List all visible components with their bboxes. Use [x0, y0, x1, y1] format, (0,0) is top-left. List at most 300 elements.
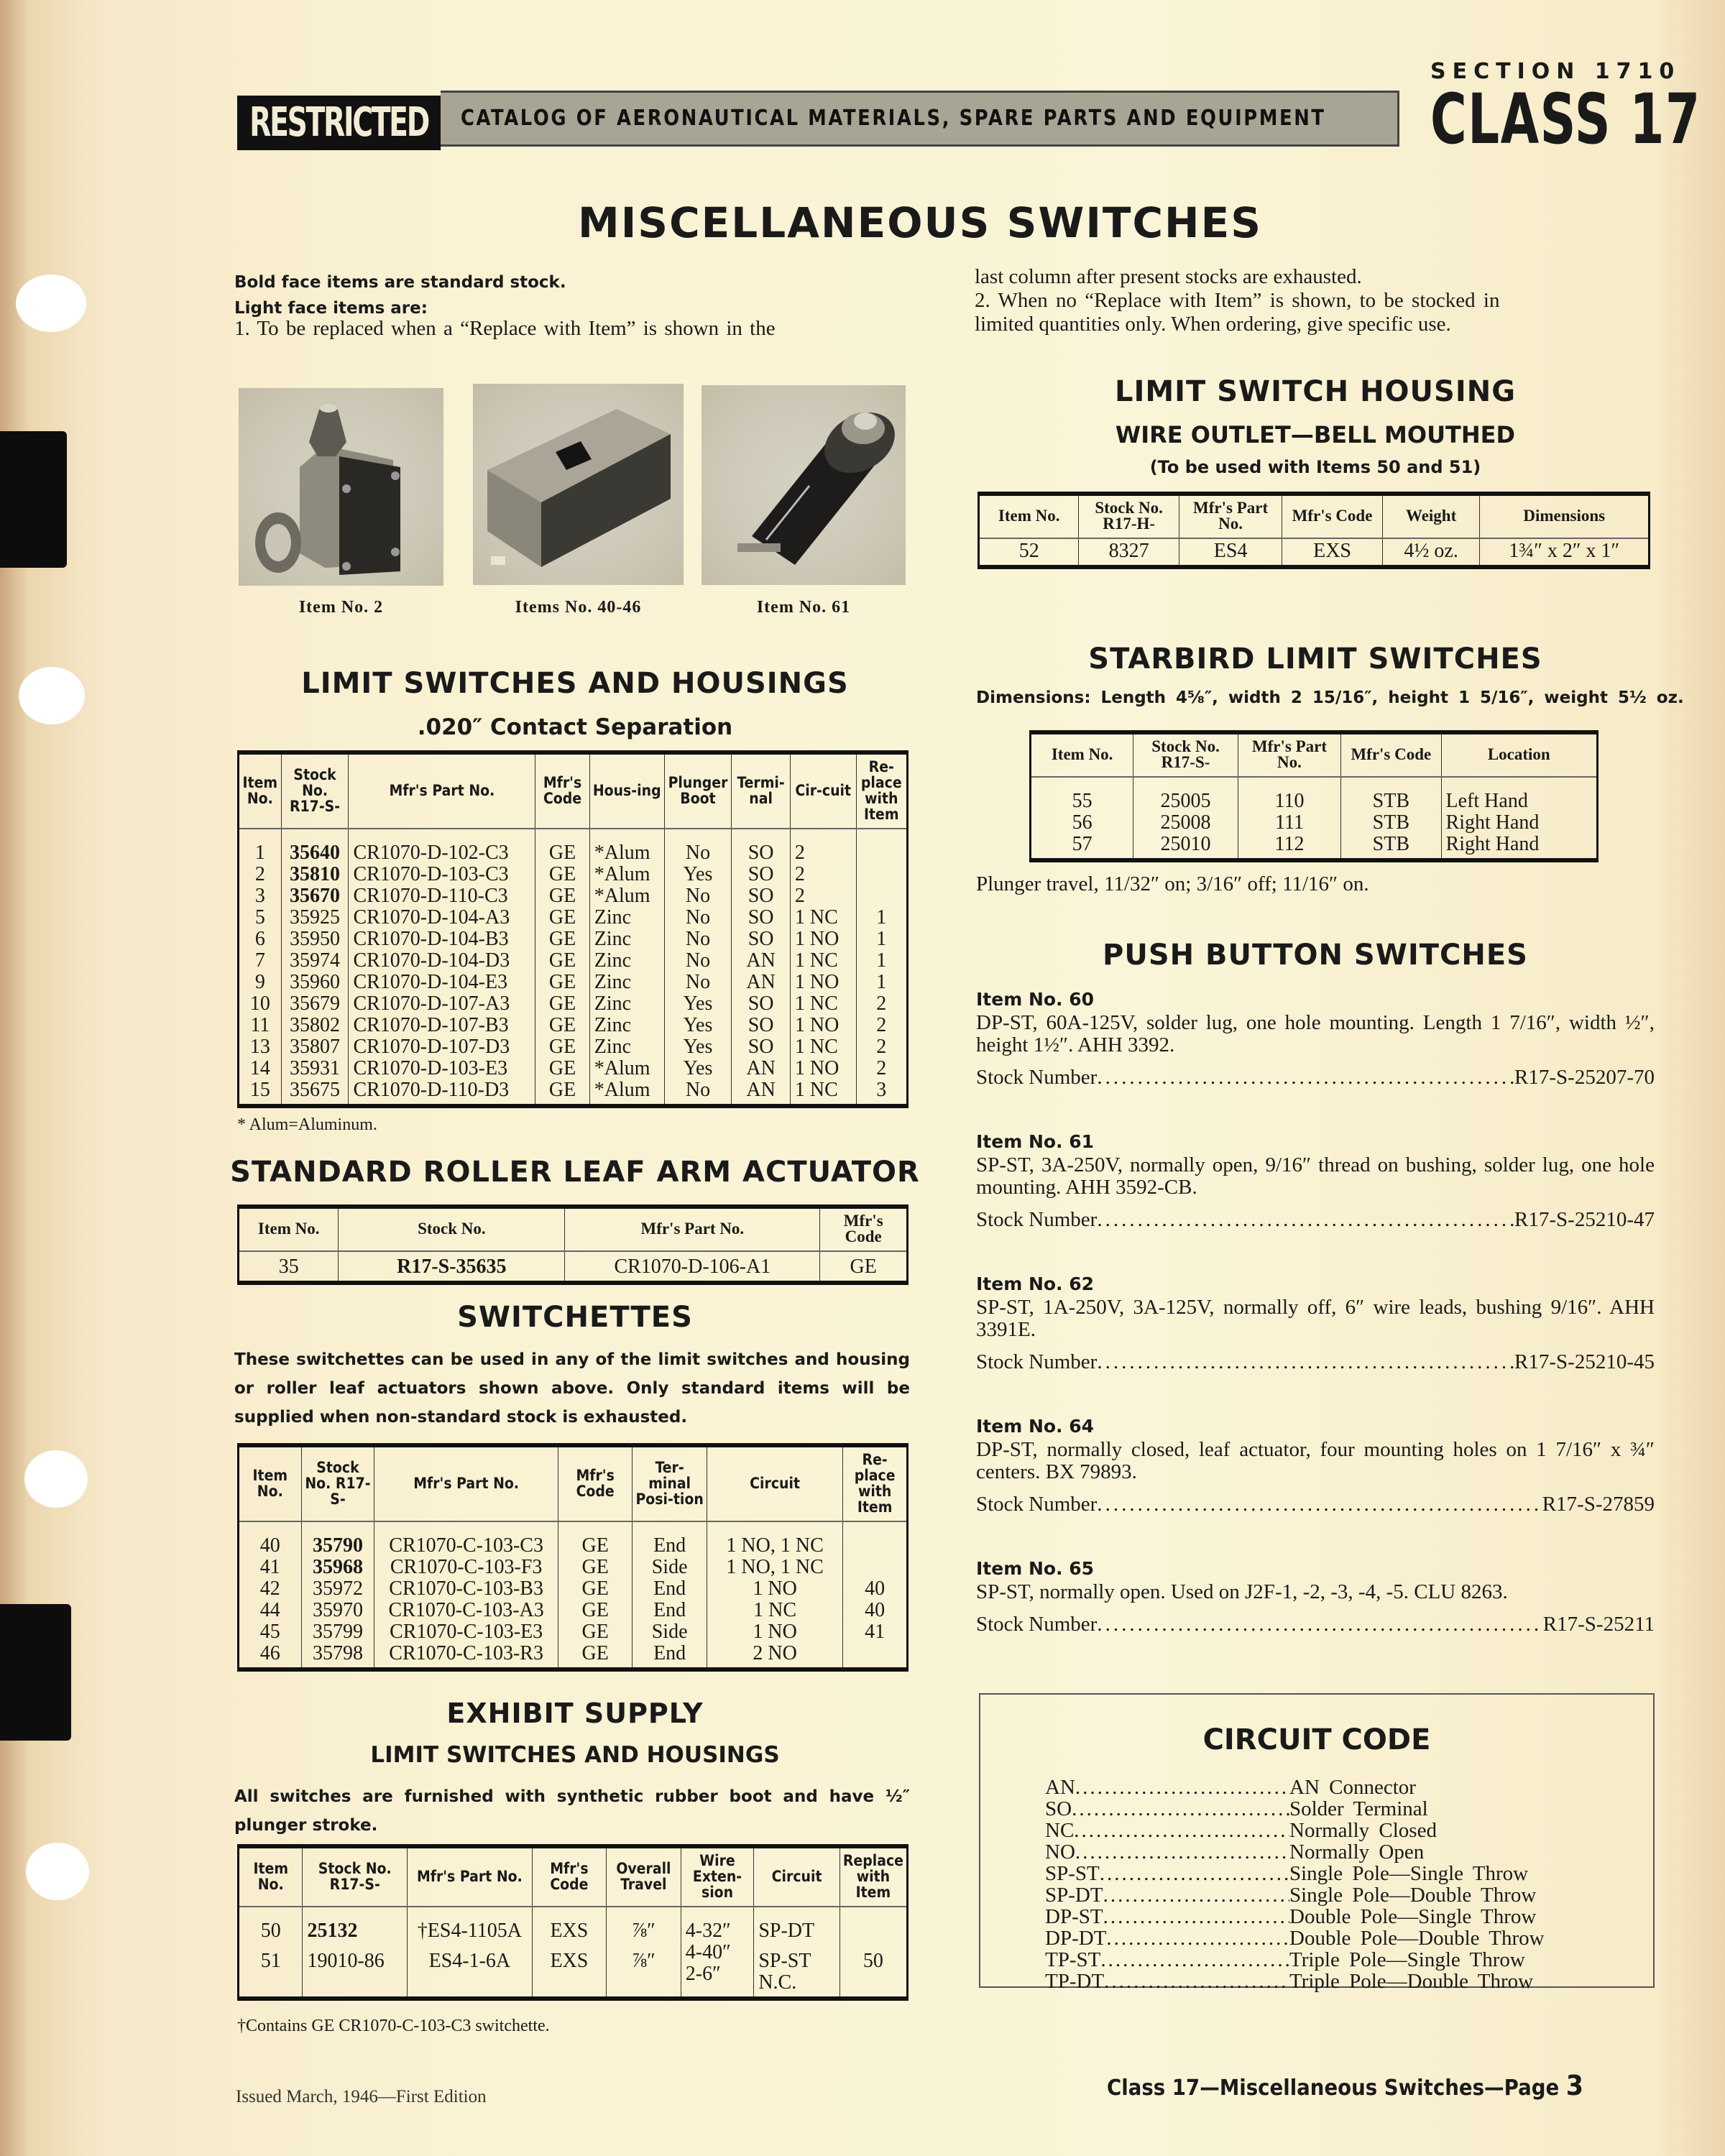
replace-with: 2 — [876, 992, 887, 1015]
page-number: 3 — [1565, 2070, 1584, 2101]
circuit-code-entry — [1045, 1841, 1606, 1863]
mfr-part-no: CR1070-D-102-C3 — [349, 829, 535, 864]
stock-label: Stock Number — [976, 1350, 1098, 1373]
replace-with — [843, 1643, 908, 1669]
item-no: 46 — [239, 1643, 302, 1669]
mfr-code: EXS — [532, 1942, 606, 1999]
binder-hole — [19, 667, 85, 724]
col-header: Mfr's Code — [1282, 494, 1382, 538]
mfr-part-no: CR1070-D-104-A3 — [349, 907, 535, 929]
circuit: 1 NO — [790, 1015, 856, 1036]
replace-with: 1 — [876, 928, 887, 950]
plunger-travel-note: Plunger travel, 11/32″ on; 3/16″ off; 11/16″ on. — [976, 872, 1369, 895]
stock-no: 35972 — [301, 1578, 374, 1600]
table-row — [239, 1643, 908, 1669]
col-header: Re-place with Item — [843, 1445, 908, 1521]
mfr-code: STB — [1341, 812, 1441, 834]
mfr-code: GE — [535, 950, 589, 972]
stock-number-line — [976, 1612, 1655, 1636]
mfr-code: GE — [535, 993, 589, 1015]
switchettes-title: SWITCHETTES — [457, 1301, 693, 1334]
intro-note-1-cont: last column after present stocks are exhausted. — [975, 265, 1362, 288]
replace-with: 2 — [876, 1057, 887, 1079]
table-row — [239, 829, 908, 864]
table-row — [239, 1942, 908, 1999]
table-header-row — [1031, 732, 1598, 777]
code-wrap — [1045, 1927, 1289, 1949]
col-header: Mfr's Code — [535, 752, 589, 829]
replace-with: 2 — [876, 1036, 887, 1058]
item-no: 42 — [239, 1578, 302, 1600]
binder-hole — [16, 275, 86, 332]
code-wrap — [1045, 1841, 1289, 1863]
housing: Zinc — [589, 993, 664, 1015]
circuit-meaning: Single Pole—Double Throw — [1289, 1884, 1537, 1907]
table-row — [239, 1521, 908, 1557]
mfr-code: GE — [535, 829, 589, 864]
mfr-part-no: CR1070-D-110-C3 — [349, 885, 535, 907]
exhibit-supply-title: EXHIBIT SUPPLY — [446, 1697, 704, 1729]
push-button-switch-photo-icon — [702, 385, 906, 585]
circuit-code: AN — [1045, 1777, 1075, 1798]
code-wrap — [1045, 1798, 1289, 1820]
housing: *Alum — [589, 829, 664, 864]
col-header: Circuit — [754, 1846, 840, 1907]
terminal: SO — [732, 1036, 791, 1058]
circuit-code: TP-DT — [1045, 1971, 1105, 1992]
stock-no: 35790 — [301, 1521, 374, 1557]
mfr-part-no: CR1070-C-103-R3 — [374, 1643, 558, 1669]
binder-hole — [24, 1450, 88, 1508]
col-header: Mfr's Code — [558, 1445, 632, 1521]
mfr-part-no: CR1070-D-107-D3 — [349, 1036, 535, 1058]
dimensions: 1¾″ x 2″ x 1″ — [1509, 540, 1620, 562]
location: Right Hand — [1445, 833, 1540, 855]
mfr-code: GE — [558, 1578, 632, 1600]
mfr-part-no: CR1070-D-104-D3 — [349, 950, 535, 972]
mfr-code: GE — [535, 864, 589, 885]
terminal-position: End — [632, 1643, 707, 1669]
stock-no: 35807 — [281, 1036, 349, 1058]
stock-no: 35670 — [281, 885, 349, 907]
circuit-code: DP-ST — [1045, 1906, 1103, 1927]
stock-no: 35802 — [281, 1015, 349, 1036]
stock-no: 25132 — [303, 1907, 408, 1942]
mfr-part-no: CR1070-D-103-E3 — [349, 1058, 535, 1079]
stock-no: 35640 — [281, 829, 349, 864]
terminal-position: Side — [632, 1557, 707, 1578]
item-title: Item No. 65 — [976, 1558, 1095, 1579]
housing: *Alum — [589, 1058, 664, 1079]
col-header: Mfr's Code — [532, 1846, 606, 1907]
mfr-part-no: †ES4-1105A — [408, 1907, 533, 1942]
leader-dots — [1075, 1777, 1289, 1798]
circuit: 1 NO — [790, 972, 856, 993]
circuit-code: NO — [1045, 1841, 1075, 1863]
stock-no: 35950 — [281, 929, 349, 950]
mfr-part-no: 111 — [1238, 812, 1340, 834]
terminal: AN — [732, 950, 791, 972]
item-description: DP-ST, normally closed, leaf actuator, four mounting holes on 1 7/16″ x ¾″ centers. BX 79893. — [976, 1438, 1655, 1483]
item-no: 1 — [239, 829, 282, 864]
limit-switches-table — [237, 750, 908, 1108]
circuit: 2 NO — [707, 1643, 842, 1669]
item-no: 11 — [239, 1015, 282, 1036]
circuit: SP-ST N.C. — [754, 1942, 840, 1999]
circuit-meaning: Single Pole—Single Throw — [1289, 1862, 1529, 1885]
stock-no: 35931 — [281, 1058, 349, 1079]
roller-actuator-table — [237, 1204, 908, 1285]
circuit-meaning: Normally Closed — [1289, 1819, 1437, 1842]
intro-light-label: Light face items are: — [234, 299, 428, 318]
catalog-title: CATALOG OF AERONAUTICAL MATERIALS, SPARE PARTS AND EQUIPMENT — [461, 106, 1326, 131]
stock-number-line — [976, 1492, 1655, 1516]
circuit: 1 NC — [790, 907, 856, 929]
circuit: 1 NC — [790, 1079, 856, 1106]
item-no: 45 — [239, 1621, 302, 1643]
item-title: Item No. 62 — [976, 1273, 1095, 1294]
mfr-code: GE — [535, 885, 589, 907]
push-button-title: PUSH BUTTON SWITCHES — [1103, 939, 1528, 972]
circuit-code: NC — [1045, 1820, 1075, 1841]
replace-with: 40 — [865, 1577, 886, 1600]
housing: *Alum — [589, 1079, 664, 1106]
mfr-code: GE — [535, 972, 589, 993]
item-description: SP-ST, 1A-250V, 3A-125V, normally off, 6″ wire leads, bushing 9/16″. AHH 3391E. — [976, 1296, 1655, 1341]
limit-switch-housing-subtitle: WIRE OUTLET—BELL MOUTHED — [1115, 421, 1516, 448]
leader-dots — [1097, 1207, 1514, 1232]
mfr-code: GE — [558, 1521, 632, 1557]
terminal: SO — [732, 929, 791, 950]
leader-dots — [1097, 1492, 1542, 1516]
item-no: 2 — [239, 864, 282, 885]
stock-number: R17-S-25210-45 — [1514, 1350, 1655, 1373]
circuit: 2 — [790, 864, 856, 885]
stock-no: 35798 — [301, 1643, 374, 1669]
circuit: 1 NO — [790, 1058, 856, 1079]
plunger-boot: Yes — [664, 993, 732, 1015]
code-wrap — [1045, 1884, 1289, 1906]
item-no: 7 — [239, 950, 282, 972]
circuit-code: SP-DT — [1045, 1884, 1103, 1906]
col-header: Stock No. — [339, 1207, 565, 1251]
mfr-code: GE — [535, 907, 589, 929]
plunger-boot: No — [664, 929, 732, 950]
plunger-boot: No — [664, 972, 732, 993]
mfr-part-no: CR1070-C-103-A3 — [374, 1600, 558, 1621]
leader-dots — [1097, 1065, 1514, 1089]
item-title: Item No. 64 — [976, 1416, 1095, 1437]
mfr-code: GE — [558, 1557, 632, 1578]
replace-with: 40 — [865, 1599, 886, 1621]
limit-switches-title: LIMIT SWITCHES AND HOUSINGS — [301, 667, 849, 700]
table-row — [239, 1907, 908, 1942]
item-no: 40 — [239, 1521, 302, 1557]
table-header-row — [979, 494, 1650, 538]
circuit-meaning: Double Pole—Single Throw — [1289, 1905, 1537, 1928]
col-header: Stock No. R17-S- — [1133, 732, 1238, 777]
housing: Zinc — [589, 950, 664, 972]
limit-switch-housing-note: (To be used with Items 50 and 51) — [1149, 457, 1481, 477]
stock-no: 35679 — [281, 993, 349, 1015]
circuit-meaning: Triple Pole—Single Throw — [1289, 1948, 1525, 1971]
exhibit-supply-description: All switches are furnished with synthetic rubber boot and have ½″ plunger stroke. — [234, 1787, 910, 1835]
photo-caption: Item No. 61 — [756, 598, 851, 617]
circuit-meaning: Double Pole—Double Throw — [1289, 1927, 1545, 1950]
mfr-part-no: CR1070-C-103-E3 — [374, 1621, 558, 1643]
table-row — [239, 1578, 908, 1600]
stock-no: 35810 — [281, 864, 349, 885]
col-header: Mfr's Code — [820, 1207, 908, 1251]
terminal: SO — [732, 885, 791, 907]
mfr-part-no: ES4-1-6A — [408, 1942, 533, 1999]
item-no: 57 — [1031, 834, 1133, 860]
limit-switch-housing-table — [978, 492, 1650, 569]
overall-travel: ⅞″ — [607, 1907, 681, 1942]
mfr-code: GE — [535, 1079, 589, 1106]
leader-dots — [1103, 1906, 1289, 1927]
circuit-meaning: AN Connector — [1289, 1776, 1416, 1799]
mfr-code: GE — [558, 1643, 632, 1669]
col-header: Mfr's Part No. — [565, 1207, 820, 1251]
intro-bold-note: Bold face items are standard stock. — [234, 273, 566, 292]
item-description: DP-ST, 60A-125V, solder lug, one hole mounting. Length 1 7/16″, width ½″, height 1½″. AHH 3392. — [976, 1011, 1655, 1056]
table-row — [239, 1015, 908, 1036]
mfr-part-no: 112 — [1238, 834, 1340, 860]
stock-number: R17-S-25207-70 — [1514, 1066, 1655, 1089]
table-row — [1031, 777, 1598, 812]
stock-number-line — [976, 1350, 1655, 1374]
push-button-item-65 — [976, 1557, 1655, 1636]
table-row — [239, 1621, 908, 1643]
col-header: Weight — [1382, 494, 1480, 538]
circuit: 1 NC — [790, 950, 856, 972]
mfr-part-no: CR1070-D-104-B3 — [349, 929, 535, 950]
table-header-row — [239, 1445, 908, 1521]
stock-number: R17-S-25211 — [1542, 1613, 1655, 1636]
stock-no: 35675 — [281, 1079, 349, 1106]
col-header: Termi-nal — [732, 752, 791, 829]
limit-switch-photo — [239, 388, 443, 586]
switchettes-description: These switchettes can be used in any of the limit switches and housing or roller leaf actuators shown above. Only standard items will be supplied when non-standard stock is exhausted. — [234, 1350, 910, 1427]
mfr-code: GE — [535, 929, 589, 950]
col-header: Stock No. R17-S- — [301, 1445, 374, 1521]
limit-switch-housing-title: LIMIT SWITCH HOUSING — [1114, 375, 1517, 408]
circuit-code-entry — [1045, 1927, 1606, 1949]
code-wrap — [1045, 1949, 1289, 1971]
item-title: Item No. 60 — [976, 989, 1095, 1010]
circuit-code-entry — [1045, 1906, 1606, 1927]
col-header: Item No. — [239, 1445, 302, 1521]
mfr-code: GE — [850, 1256, 877, 1278]
terminal: AN — [732, 972, 791, 993]
col-header: Mfr's Part No. — [1238, 732, 1340, 777]
leader-dots — [1097, 1612, 1542, 1636]
item-description: SP-ST, 3A-250V, normally open, 9/16″ thread on bushing, solder lug, one hole mounting. AHH 3592-CB. — [976, 1153, 1655, 1199]
mfr-code: STB — [1341, 777, 1441, 812]
exhibit-supply-subtitle: LIMIT SWITCHES AND HOUSINGS — [370, 1742, 780, 1768]
terminal: SO — [732, 864, 791, 885]
mfr-part-no: CR1070-C-103-C3 — [374, 1521, 558, 1557]
stock-number: R17-S-27859 — [1542, 1493, 1655, 1516]
intro-note-2-cont: limited quantities only. When ordering, give specific use. — [975, 313, 1451, 336]
stock-number-line — [976, 1207, 1655, 1232]
table-row — [239, 1600, 908, 1621]
stock-no: 25010 — [1133, 834, 1238, 860]
housing: *Alum — [589, 864, 664, 885]
mfr-code: GE — [558, 1621, 632, 1643]
starbird-dimensions: Dimensions: Length 4⅝″, width 2 15/16″, height 1 5/16″, weight 5½ oz. — [976, 688, 1684, 707]
code-wrap — [1045, 1971, 1289, 1992]
replace-with: 41 — [865, 1621, 886, 1643]
roller-actuator-title: STANDARD ROLLER LEAF ARM ACTUATOR — [230, 1156, 920, 1189]
mfr-part-no: CR1070-D-107-B3 — [349, 1015, 535, 1036]
replace-with: 50 — [862, 1950, 883, 1972]
circuit-code-entry — [1045, 1863, 1606, 1884]
table-row — [239, 864, 908, 885]
item-no: 51 — [239, 1942, 303, 1999]
terminal-position: End — [632, 1600, 707, 1621]
housing: Zinc — [589, 929, 664, 950]
terminal-position: End — [632, 1521, 707, 1557]
exhibit-supply-table — [237, 1844, 908, 2001]
housing: Zinc — [589, 972, 664, 993]
leader-dots — [1075, 1841, 1289, 1863]
class-label: CLASS 17 — [1430, 79, 1701, 160]
col-header: Mfr's Part No. — [1179, 494, 1282, 538]
table-header-row — [239, 1207, 908, 1251]
leader-dots — [1072, 1798, 1289, 1820]
col-header: Plunger Boot — [664, 752, 732, 829]
col-header: Re-place with Item — [856, 752, 907, 829]
stock-no: 25008 — [1133, 812, 1238, 834]
table-row — [239, 1557, 908, 1578]
circuit-code-entry — [1045, 1777, 1606, 1798]
circuit-meaning: Solder Terminal — [1289, 1797, 1428, 1820]
col-header: Hous-ing — [589, 752, 664, 829]
leader-dots — [1104, 1971, 1289, 1992]
leader-dots — [1097, 1350, 1514, 1374]
restricted-label: RESTRICTED — [237, 96, 441, 150]
table-header-row — [239, 1846, 908, 1907]
circuit-code: TP-ST — [1045, 1949, 1101, 1971]
circuit-code-entry — [1045, 1884, 1606, 1906]
circuit-code-entry — [1045, 1798, 1606, 1820]
stock-label: Stock Number — [976, 1208, 1098, 1231]
mfr-part-no: ES4 — [1179, 538, 1282, 567]
plunger-boot: No — [664, 1079, 732, 1106]
mfr-part-no: CR1070-C-103-F3 — [374, 1557, 558, 1578]
col-header: Item No. — [239, 1207, 339, 1251]
leader-dots — [1100, 1863, 1289, 1884]
table-row — [239, 907, 908, 929]
circuit-code-box — [979, 1693, 1655, 1993]
col-header: Item No. — [1031, 732, 1133, 777]
code-wrap — [1045, 1777, 1289, 1798]
leader-dots — [1103, 1884, 1289, 1906]
intro-note-1: 1. To be replaced when a “Replace with Item” is shown in the — [234, 317, 776, 340]
code-wrap — [1045, 1906, 1289, 1927]
circuit-code-title: CIRCUIT CODE — [1202, 1723, 1431, 1756]
circuit: 1 NC — [790, 993, 856, 1015]
limit-switches-subtitle: .020″ Contact Separation — [417, 714, 733, 740]
limit-switch-photo-icon — [239, 388, 443, 586]
terminal-position: End — [632, 1578, 707, 1600]
table-header-row — [239, 752, 908, 829]
table-row — [239, 1079, 908, 1106]
col-header: Ter-minal Posi-tion — [632, 1445, 707, 1521]
circuit: 1 NC — [707, 1600, 842, 1621]
item-title: Item No. 61 — [976, 1131, 1095, 1152]
col-header: Dimensions — [1480, 494, 1650, 538]
table-row — [239, 929, 908, 950]
stock-no: 35974 — [281, 950, 349, 972]
circuit: 1 NO, 1 NC — [707, 1557, 842, 1578]
item-no: 9 — [239, 972, 282, 993]
terminal-position: Side — [632, 1621, 707, 1643]
stock-no: 8327 — [1079, 538, 1179, 567]
page-title: MISCELLANEOUS SWITCHES — [578, 198, 1262, 247]
item-no: 56 — [1031, 812, 1133, 834]
stock-no: 25005 — [1133, 777, 1238, 812]
mfr-part-no: CR1070-D-104-E3 — [349, 972, 535, 993]
page-label: Class 17—Miscellaneous Switches—Page — [1107, 2076, 1560, 2101]
plunger-boot: Yes — [664, 1058, 732, 1079]
col-header: Item No. — [239, 1846, 303, 1907]
overall-travel: ⅞″ — [607, 1942, 681, 1999]
item-no: 35 — [239, 1251, 339, 1283]
col-header: Stock No. R17-S- — [303, 1846, 408, 1907]
plunger-boot: No — [664, 950, 732, 972]
push-button-item-64 — [976, 1414, 1655, 1516]
mfr-code: EXS — [532, 1907, 606, 1942]
stock-no: 19010-86 — [303, 1942, 408, 1999]
wire-extension: 4-32″ — [681, 1907, 754, 1942]
replace-with — [840, 1907, 907, 1942]
section-number: SECTION 1710 — [1430, 59, 1681, 84]
terminal: SO — [732, 829, 791, 864]
col-header: Stock No. R17-S- — [281, 752, 349, 829]
item-no: 6 — [239, 929, 282, 950]
plunger-boot: Yes — [664, 1015, 732, 1036]
mfr-code: GE — [535, 1036, 589, 1058]
col-header: Mfr's Part No. — [374, 1445, 558, 1521]
col-header: Location — [1441, 732, 1597, 777]
stock-label: Stock Number — [976, 1066, 1098, 1089]
code-wrap — [1045, 1863, 1289, 1884]
replace-with — [843, 1521, 908, 1557]
item-no: 50 — [239, 1907, 303, 1942]
col-header: Replace with Item — [840, 1846, 907, 1907]
replace-with: 3 — [876, 1079, 887, 1101]
item-no: 44 — [239, 1600, 302, 1621]
binder-hole — [26, 1843, 89, 1900]
item-no: 15 — [239, 1079, 282, 1106]
table-row — [239, 1251, 908, 1283]
push-button-item-60 — [976, 987, 1655, 1089]
plunger-boot: Yes — [664, 864, 732, 885]
circuit-code-entry — [1045, 1949, 1606, 1971]
code-wrap — [1045, 1820, 1289, 1841]
leader-dots — [1100, 1949, 1289, 1971]
mfr-part-no: 110 — [1238, 777, 1340, 812]
mfr-code: GE — [535, 1058, 589, 1079]
location: Right Hand — [1445, 811, 1540, 834]
replace-with: 1 — [876, 971, 887, 993]
replace-with — [856, 885, 907, 907]
plunger-boot: No — [664, 885, 732, 907]
terminal: AN — [732, 1079, 791, 1106]
